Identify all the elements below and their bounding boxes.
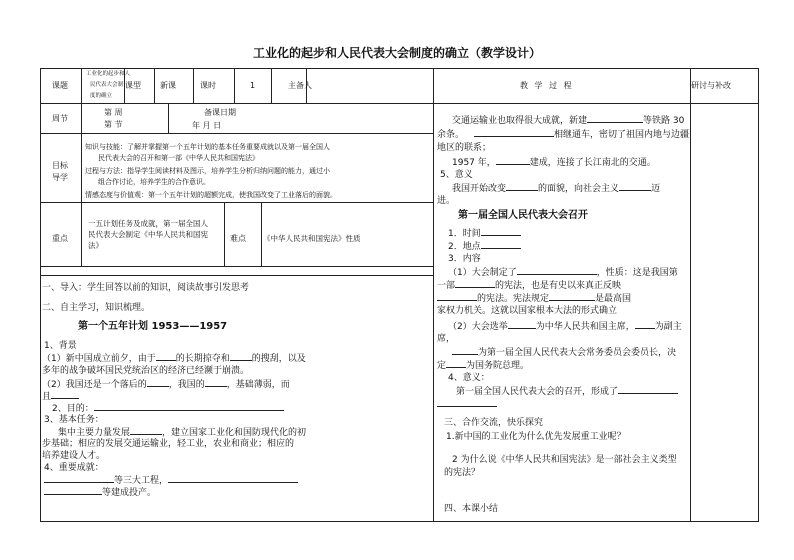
congress-meaning-line-2 [437,397,497,412]
goals-label-2: 导学 [52,173,68,182]
congress-content: 3．内容 [448,254,481,264]
goals-label-1: 目标 [52,161,68,170]
intro-text: 一、导入：学生回答以前的知识，阅读故事引发思考 [42,283,250,293]
congress-place: 2．地点 [448,239,521,254]
goals-line: 知识与技能：了解并掌握第一个五年计划的基本任务重要成就以及第一届全国人 [85,143,330,151]
goals-line: 情感态度与价值观：第一个五年计划的超额完成，使我国改变了工业落后的面貌。 [85,191,337,199]
topic-value-line1: 工业化的起步和人 [86,71,131,77]
congress-line-3: 的宪法。宪法规定 是最高国 [437,291,631,306]
plan-heading: 第一个五年计划 1953——1957 [78,321,228,332]
center-divider [433,69,434,521]
type-label: 课型 [125,81,141,90]
transport-line-2: 余条。 相继通车，密切了祖国内地与边疆 [437,127,689,142]
date-label: 备课日期 [204,108,236,117]
goals-line: 过程与方法：指导学生阅读材料及图示，培养学生分析归纳问题的能力，通过小 [85,167,330,175]
tasks-line-3: 培养建设人才。 [42,451,106,461]
goals-line: 民代表大会的召开和第一部《中华人民共和国宪法》 [98,154,259,162]
achievements-line-1: 等三大工程， [44,473,298,488]
congress-line-5: （2）大会选举 为中华人民共和国主席， 为副主 [448,319,682,334]
bg-line-2: 多年的战争破坏国民党统治区的经济已经濒于崩溃。 [42,366,250,376]
week-label: 周节 [52,114,68,123]
goal-line: 2、目的： [52,401,284,416]
self-study-text: 二、自主学习，知识梳理。 [42,303,151,313]
meaning-line-1: 我国开始改变 的面貌，向社会主义 迈 [452,181,660,196]
page-title: 工业化的起步和人民代表大会制度的确立（教学设计） [252,46,541,60]
congress-meaning-line-1: 第一届全国人民代表大会的召开，形成了 [456,384,678,399]
congress-time: 1．时间 [448,226,521,241]
bg-line-3: （2）我国还是一个落后的 ，我国的 ，基础薄弱，而 [42,377,290,392]
congress-line-2: 一部 的宪法，也是有史以来真正反映 [437,278,621,293]
congress-heading: 第一届全国人民代表大会召开 [458,210,588,221]
congress-line-1: （1）大会制定了 ，性质：这是我国第 [448,265,678,280]
topic-value-line3: 度的确立 [90,93,113,99]
congress-line-7: 为第一届全国人民代表大会常务委员会委员长，决 [452,345,676,360]
goals-line: 组合作讨论，培养学生的合作意识。 [98,178,210,186]
transport-line-1: 交通运输业也取得很大成就，新建 等铁路 30 [452,113,684,128]
bg-line-1: （1）新中国成立前夕，由于 的长期掠夺和 的搜刮，以及 [42,351,306,366]
topic-value-line2: 民代表大会制 [90,82,124,88]
coop-heading: 三、合作交流，快乐探究 [444,418,544,428]
topic-label: 课题 [52,81,68,90]
difficulty-value: 《中华人民共和国宪法》性质 [263,234,361,243]
question-2-line-2: 的宪法？ [444,468,481,478]
key-line: 民代表大会制定《中华人民共和国宪 [88,230,208,239]
congress-line-8: 定 为国务院总理。 [437,358,529,373]
transport-line-4: 1957 年， 建成，连接了长江南北的交通。 [452,155,656,170]
week-line2: 第 节 [104,120,123,129]
question-1: 1.新中国的工业化为什么优先发展重工业呢？ [446,432,626,442]
preparer-label: 主备人 [288,81,312,90]
hours-label: 课时 [200,81,216,90]
key-label: 重点 [52,234,68,243]
difficulty-label: 难点 [230,234,246,243]
date-value: 年 月 日 [192,121,222,130]
notes-label: 研讨与补改 [691,81,731,90]
key-line: 法》 [88,241,103,250]
achievements-heading: 4、重要成就： [44,463,104,473]
process-label: 教 学 过 程 [520,81,574,90]
question-2-line-1: 2 为什么说《中华人民共和国宪法》是一部社会主义类型 [452,455,677,465]
type-value: 新课 [160,81,176,90]
bg-line-4: 且 [42,389,79,404]
achievements-line-2: 等建成投产。 [44,485,156,500]
meaning-heading: 5、意义 [440,170,473,180]
notes-divider [690,69,691,521]
congress-meaning-heading: 4、意义： [448,373,490,383]
transport-line-3: 地区的联系； [437,143,492,153]
week-line1: 第 周 [104,108,123,117]
hours-value: 1 [250,81,256,90]
tasks-line-2: 步基础；相应的发展交通运输业，轻工业，农业和商业；相应的 [42,439,295,449]
congress-line-4: 家权力机关。这就以国家根本大法的形式确立 [437,306,618,316]
key-line: 一五计划任务及成就，第一届全国人 [88,219,208,228]
tasks-line-1: 集中主要力量发展 ，建立国家工业化和国防现代化的初 [58,425,306,440]
tasks-heading: 3、基本任务： [44,415,104,425]
meaning-line-2: 进。 [437,196,456,206]
bg-heading: 1、背景 [44,341,77,351]
congress-line-6: 席， [437,334,456,344]
summary-heading: 四、本课小结 [444,504,499,514]
